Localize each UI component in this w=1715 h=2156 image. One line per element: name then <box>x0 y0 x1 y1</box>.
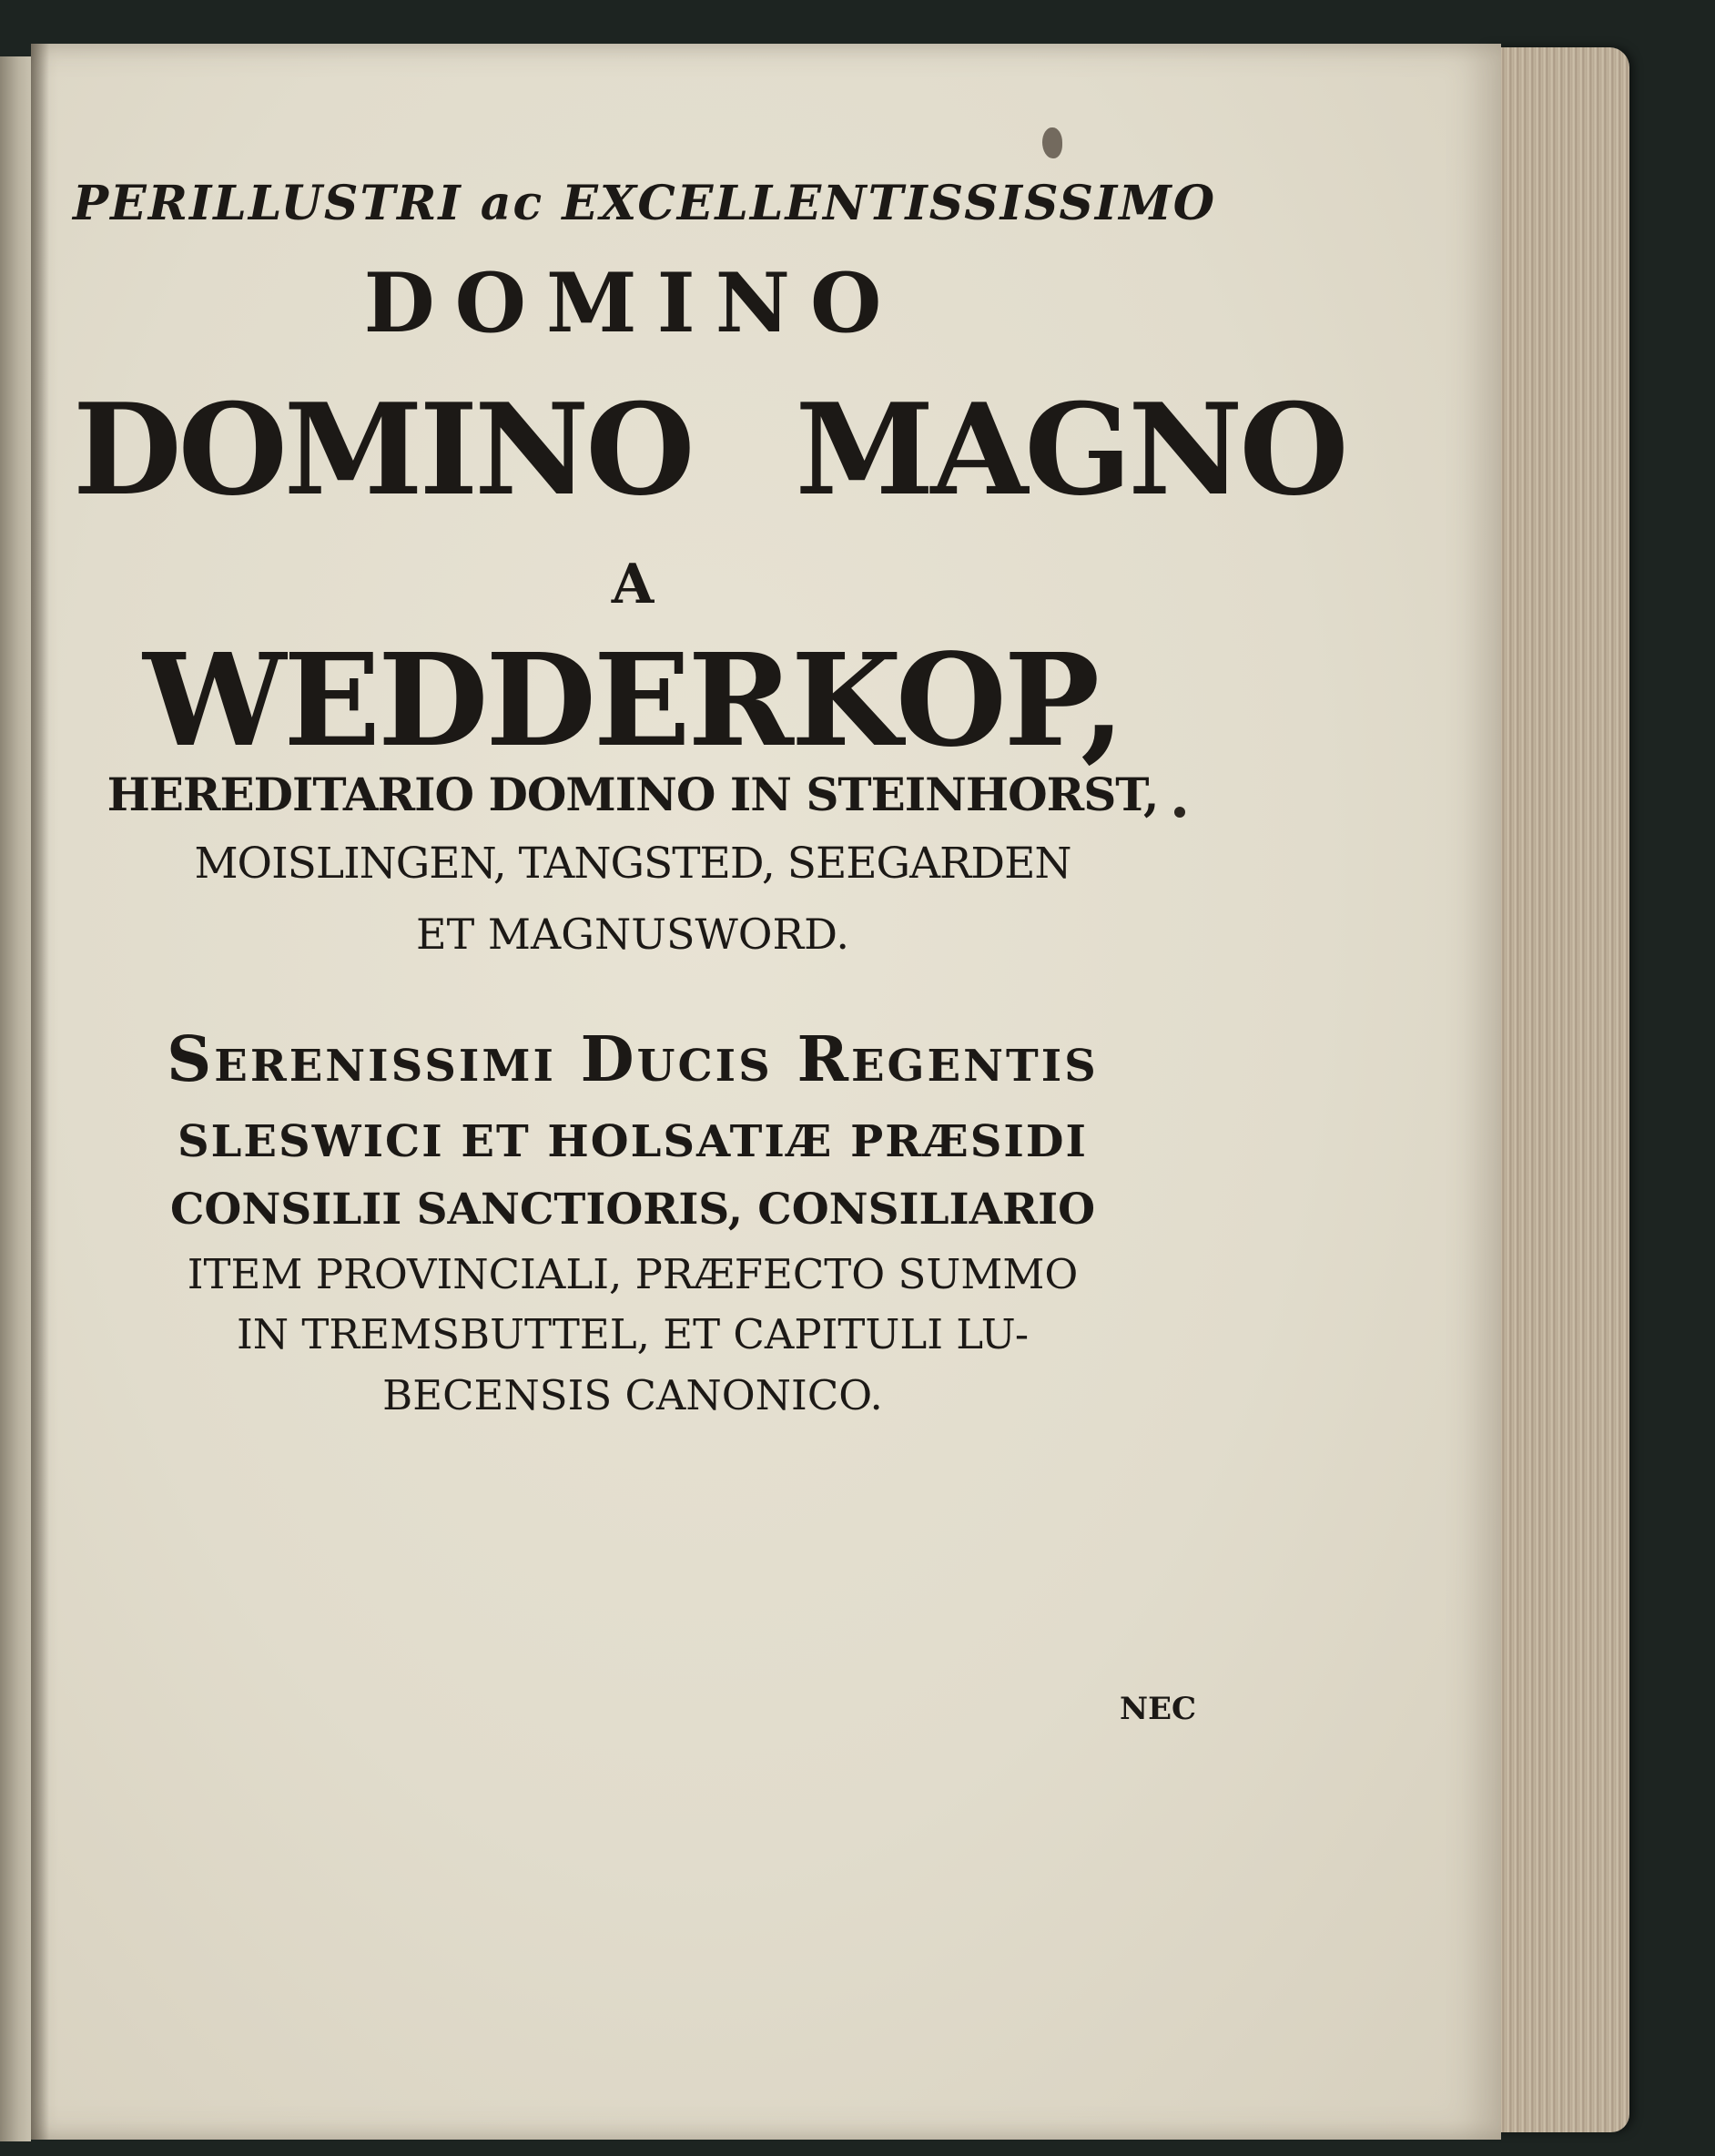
comma-ornament <box>1174 807 1185 818</box>
dedication-line-perillustri: PERILLUSTRI ac EXCELLENTISSISSIMO <box>73 176 1217 231</box>
catchword: NEC <box>1120 1691 1197 1727</box>
dedication-line-wedderkop: WEDDERKOP, <box>143 626 1122 776</box>
page-gutter <box>31 44 49 2140</box>
dedication-line-item: ITEM PROVINCIALI, PRÆFECTO SUMMO <box>187 1250 1079 1298</box>
dedication-line-serenissimi: Serenissimi Ducis Regentis <box>167 1023 1099 1096</box>
dedication-line-tremsbuttel: IN TREMSBUTTEL, ET CAPITULI LU- <box>236 1310 1030 1358</box>
dedication-line-moislingen: MOISLINGEN, TANGSTED, SEEGARDEN <box>194 839 1071 889</box>
dedication-line-domino-magno: DOMINO MAGNO <box>73 375 1345 524</box>
dedication-line-magnusword: ET MAGNUSWORD. <box>416 910 849 959</box>
dedication-line-domino: DOMINO <box>363 255 902 351</box>
left-page-edge <box>0 56 31 2141</box>
page-block-edges <box>1484 47 1629 2132</box>
dedication-line-becensis: BECENSIS CANONICO. <box>382 1371 883 1419</box>
dedication-line-sleswici: SLESWICI ET HOLSATIÆ PRÆSIDI <box>178 1116 1088 1167</box>
ink-spot <box>1042 127 1062 158</box>
dedication-line-hereditario: HEREDITARIO DOMINO IN STEINHORST, <box>107 768 1159 821</box>
dedication-line-a: A <box>611 553 655 616</box>
dedication-line-consilii: CONSILII SANCTIORIS, CONSILIARIO <box>169 1185 1096 1235</box>
